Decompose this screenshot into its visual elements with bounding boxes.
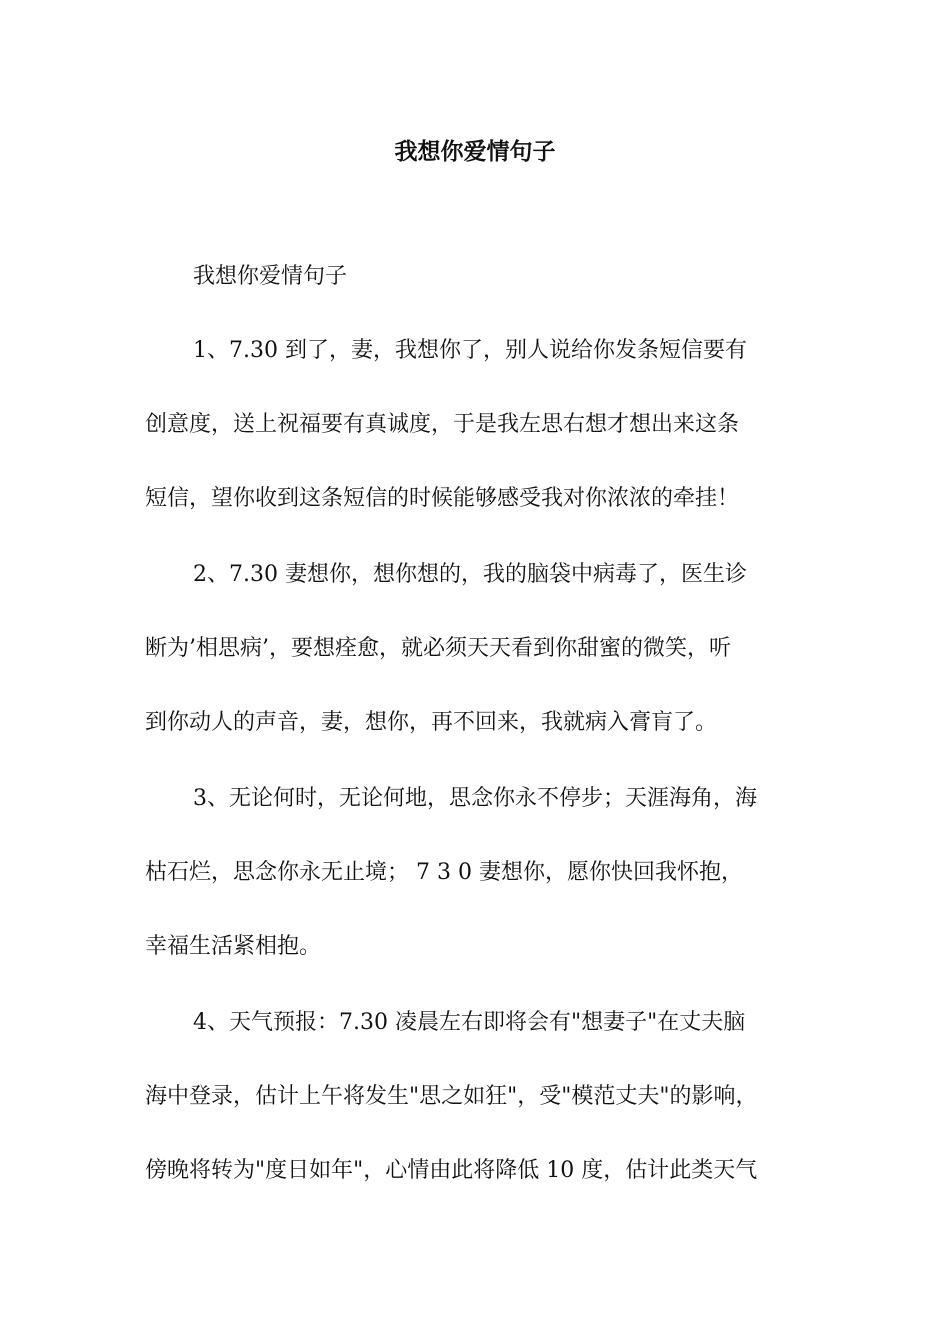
text-line: 2、7.30 妻想你，想你想的，我的脑袋中病毒了，医生诊 [193,562,747,587]
text-line: 创意度，送上祝福要有真诚度，于是我左思右想才想出来这条 [145,412,740,437]
text-line: 3、无论何时，无论何地，思念你永不停步；天涯海角，海 [193,786,757,811]
text-line: 断为’相思病’，要想痊愈，就必须天天看到你甜蜜的微笑，听 [145,636,731,661]
text-line: 1、7.30 到了，妻，我想你了，别人说给你发条短信要有 [193,338,747,363]
subtitle-line: 我想你爱情句子 [193,264,348,289]
text-line: 傍晚将转为"度日如年"，心情由此将降低 10 度，估计此类天气 [145,1158,758,1183]
text-line: 幸福生活紧相抱。 [145,934,322,959]
text-line: 海中登录，估计上午将发生"思之如狂"，受"模范丈夫"的影响， [145,1084,758,1109]
text-line: 枯石烂，思念你永无止境； 7 3 0 妻想你，愿你快回我怀抱， [145,860,743,885]
text-line: 4、天气预报：7.30 凌晨左右即将会有"想妻子"在丈夫脑 [193,1010,746,1035]
text-line: 到你动人的声音，妻，想你，再不回来，我就病入膏肓了。 [145,710,718,735]
page-title: 我想你爱情句子 [394,139,556,165]
text-line: 短信，望你收到这条短信的时候能够感受我对你浓浓的牵挂！ [145,486,740,511]
